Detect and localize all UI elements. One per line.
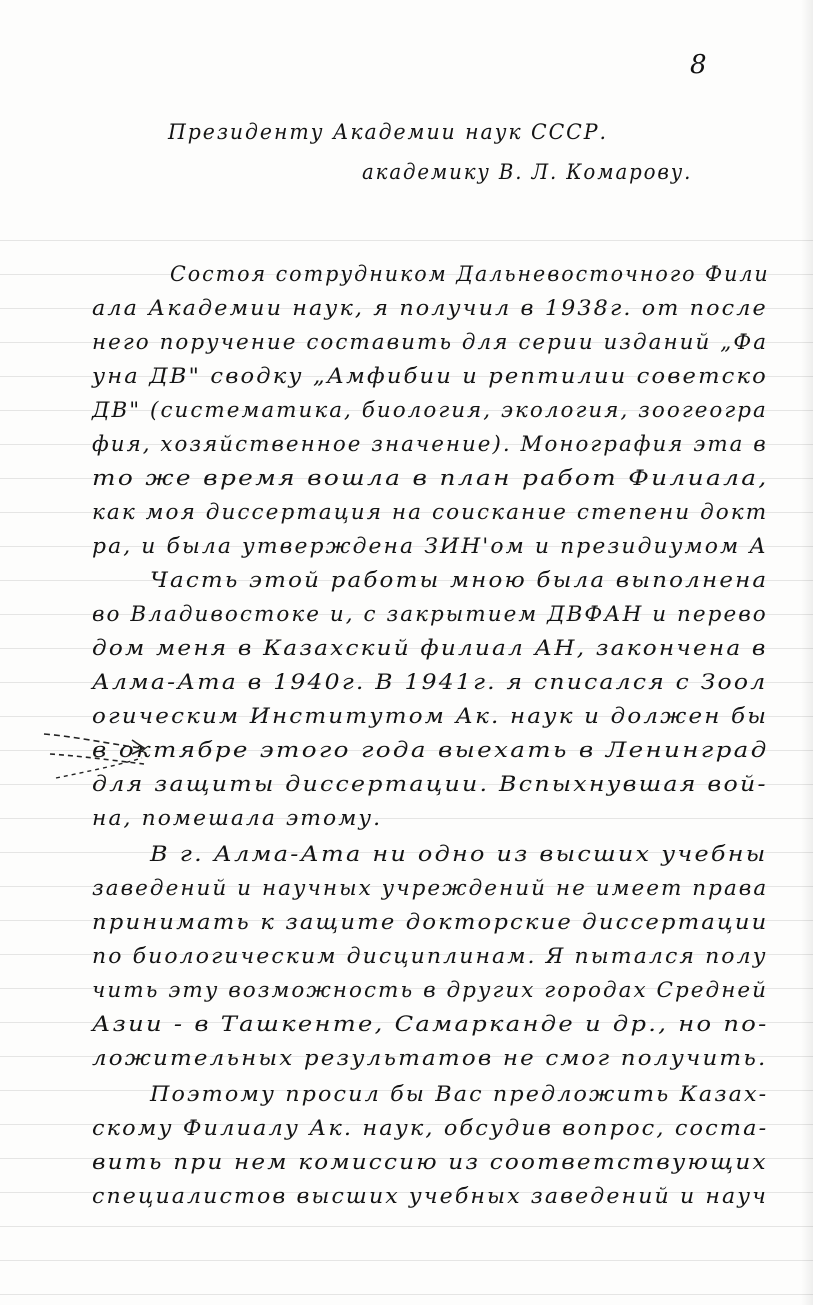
body-line: Часть этой работы мною была выполнена — [150, 568, 769, 592]
page-number: 8 — [690, 50, 707, 80]
body-line: то же время вошла в план работ Филиала, — [92, 466, 769, 490]
body-line: по биологическим дисциплинам. Я пытался полу — [92, 944, 768, 968]
ruled-line — [0, 1294, 813, 1295]
body-line: в октябре этого года выехать в Ленинград — [92, 738, 769, 762]
body-line: ДВ" (систематика, биология, экология, зоогеогра — [92, 398, 768, 422]
ruled-line — [0, 240, 813, 241]
body-line: на, помешала этому. — [92, 806, 383, 830]
body-line: него поручение составить для серии изданий „Фа — [92, 330, 769, 354]
margin-arrow-mark — [40, 720, 150, 790]
body-line: В г. Алма-Ата ни одно из высших учебны — [150, 842, 768, 866]
body-line: чить эту возможность в других городах Средней — [92, 978, 769, 1002]
body-line: уна ДВ" сводку „Амфибии и рептилии советско — [92, 364, 768, 388]
body-line: для защиты диссертации. Вспыхнувшая вой- — [92, 772, 768, 796]
body-line: Состоя сотрудником Дальневосточного Фили — [170, 262, 770, 286]
address-line-1: Президенту Академии наук СССР. — [168, 120, 608, 144]
body-line: фия, хозяйственное значение). Монография эта в — [92, 432, 768, 456]
body-line: скому Филиалу Ак. наук, обсудив вопрос, соста- — [92, 1116, 769, 1140]
body-line: заведений и научных учреждений не имеет права — [92, 876, 769, 900]
body-line: во Владивостоке и, с закрытием ДВФАН и перево — [92, 602, 768, 626]
body-line: принимать к защите докторские диссертации — [92, 910, 769, 934]
body-line: ложительных результатов не смог получить. — [92, 1046, 768, 1070]
body-line: Алма-Ата в 1940г. В 1941г. я списался с Зоол — [92, 670, 768, 694]
body-line: дом меня в Казахский филиал АН, закончена в — [92, 636, 768, 660]
body-line: Поэтому просил бы Вас предложить Казах- — [150, 1082, 769, 1106]
body-line: вить при нем комиссию из соответствующих — [92, 1150, 768, 1174]
body-line: Азии - в Ташкенте, Самарканде и др., но по- — [92, 1012, 769, 1036]
body-line: ра, и была утверждена ЗИН'ом и президиумом А — [92, 534, 768, 558]
address-line-2: академику В. Л. Комарову. — [362, 160, 693, 184]
body-line: ала Академии наук, я получил в 1938г. от после — [92, 296, 768, 320]
ruled-line — [0, 1260, 813, 1261]
body-line: огическим Институтом Ак. наук и должен бы — [92, 704, 769, 728]
ruled-line — [0, 1226, 813, 1227]
body-line: как моя диссертация на соискание степени докт — [92, 500, 769, 524]
page-edge-shadow — [801, 0, 813, 1305]
body-line: специалистов высших учебных заведений и науч — [92, 1184, 769, 1208]
